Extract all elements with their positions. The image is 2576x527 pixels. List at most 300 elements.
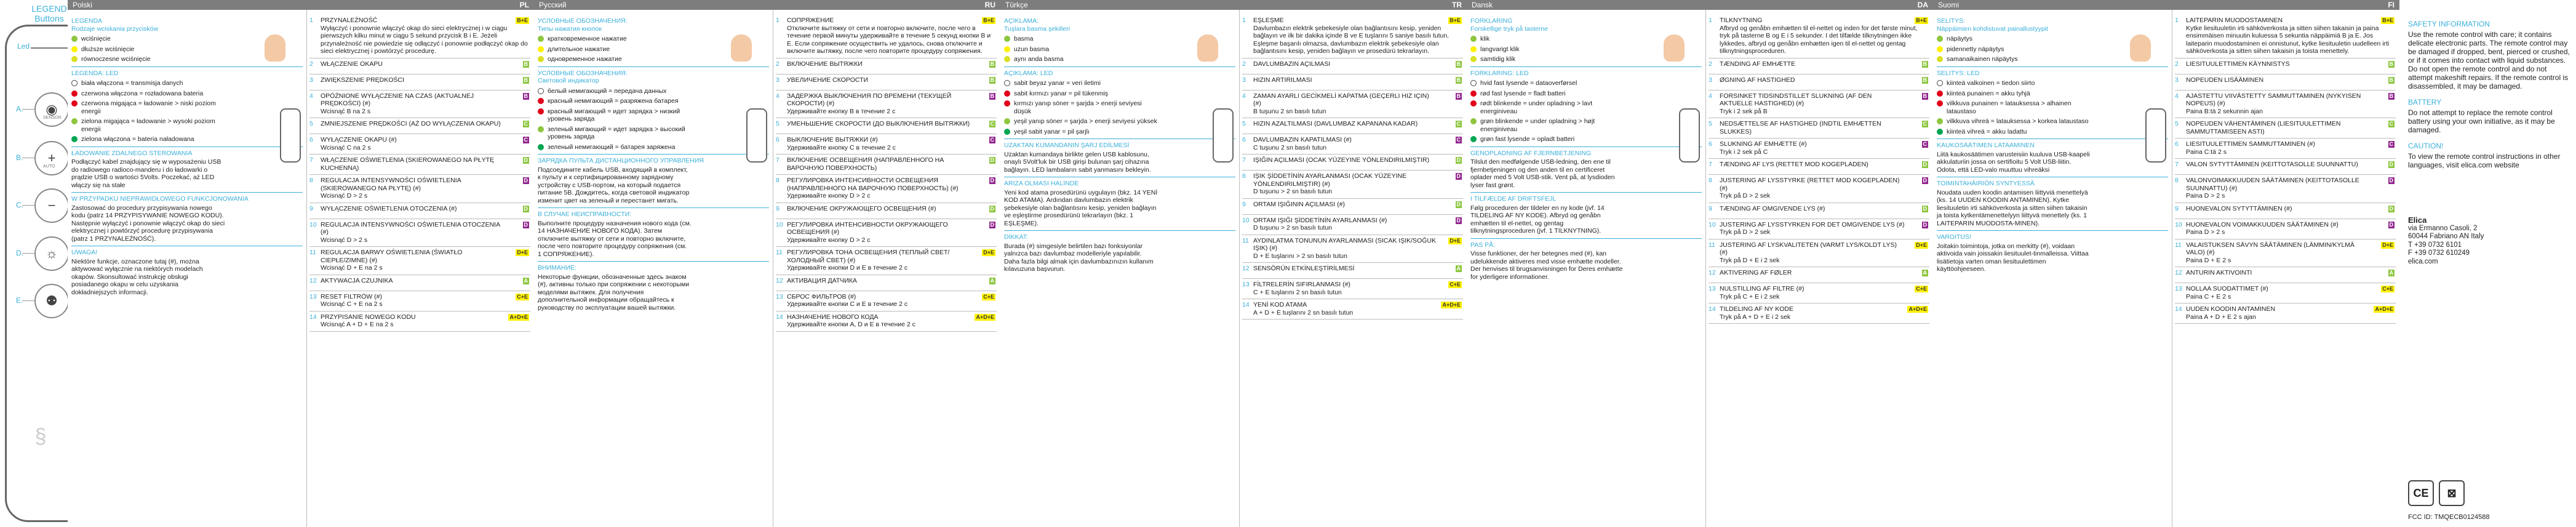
color-dot-icon [1470,56,1477,62]
button-d-icon: ☼ [34,236,69,271]
function-item: 3 ZWIĘKSZENIE PRĘDKOŚCI B [309,74,530,91]
function-item: 8 JUSTERING AF LYSSTYRKE (RETTET MOD KOGEPLADEN) (#) Tryk på D > 2 sek D [1709,175,1929,203]
battery-text: Do not attempt to replace the remote control battery using your own initiative, as it may be damaged. [2408,108,2555,134]
button-combo-badge: A+D+E [1442,302,1461,308]
button-combo-badge: C+E [983,293,994,300]
legend-item: klik [1470,35,1624,43]
section-text: Выполните процедуру назначения нового кода (см. 14 НАЗНАЧЕНИЕ НОВОГО КОДА). Затем отключите вытяжку от сети и повторно включите, после чего повторите процедуру сопряжения (см. 1 СОПРЯЖЕНИЕ). [538,219,692,258]
ce-mark-icon: CE [2408,480,2434,506]
legend-list [1470,35,1624,63]
function-item: 11 РЕГУЛИРОВКА ТОНА ОСВЕЩЕНИЯ (ТЕПЛЫЙ СВЕТ/ХОЛОДНЫЙ СВЕТ) (#) Удерживайте кнопки D и E в течение 2 с D+E [776,247,997,275]
section-heading: В СЛУЧАЕ НЕИСПРАВНОСТИ: [538,211,632,218]
button-combo-badge: B [990,92,994,99]
section-heading: AÇIKLAMA: LED [1004,69,1053,77]
legend-item: kırmızı yanıp söner = şarjda > enerji seviyesi düşük [1004,100,1158,115]
color-dot-icon [71,91,78,97]
button-combo-badge: B [990,60,994,67]
color-dot-icon [1004,118,1010,124]
legend-item: rødt blinkende = under opladning > lavt energiniveau [1470,100,1624,115]
legend-item: yeşil sabit yanar = pil şarjlı [1004,128,1158,136]
legend-item: белый немигающий = передача данных [538,87,692,95]
legend-item: zielona włączona = bateria naładowana [71,135,225,143]
button-combo-badge: B [524,92,528,99]
finger-press-icon [731,34,752,62]
legend-item: vilkkuva vihreä = latauksessa > korkea lataustaso [1937,118,2091,126]
section-heading: ARIZA OLMASI HALİNDE [1004,180,1079,187]
function-item: 12 ANTURIN AKTIVOINTI A [2175,267,2396,283]
section-heading: SELITYS: LED [1937,69,1980,77]
legend-list [71,35,225,63]
button-combo-badge: D [524,221,528,228]
function-item: 9 HUONEVALON SYTYTTÄMINEN (#) D [2175,203,2396,219]
legend-instructions [68,10,306,527]
color-dot-icon [71,56,78,62]
legend-item: grøn fast lysende = opladt batteri [1470,135,1624,143]
button-combo-badge: C [1923,121,1927,127]
function-item: 12 AKTIVERING AF FØLER A [1709,267,1929,283]
led-white-icon [1004,80,1010,86]
caution-heading: CAUTION! [2408,142,2444,150]
function-item: 13 NULSTILLING AF FILTRE (#) Tryk på C + E i 2 sek C+E [1709,283,1929,304]
legend-item: красный немигающий = разряжена батарея [538,97,692,105]
button-combo-badge: D [524,177,528,183]
legend-button-c: C. − [16,188,96,225]
function-item: 9 ORTAM IŞIĞININ AÇILMASI (#) D [1242,199,1463,215]
section-heading: DİKKAT: [1004,233,1028,241]
legend-item: длительное нажатие [538,46,692,54]
section-heading: KAUKOSÄÄTIMEN LATAAMINEN [1937,142,2035,149]
button-combo-badge: C [990,121,994,127]
button-combo-badge: B [2389,60,2393,67]
button-combo-badge: D+E [517,249,528,255]
legend-item: зеленый немигающий = батарея заряжена [538,143,692,151]
function-list [773,10,1000,527]
language-section-fi [1933,0,2399,527]
legend-item: kiinteä vihreä = akku ladattu [1937,128,2091,136]
button-combo-badge: C+E [1449,281,1461,288]
function-item: 13 СБРОС ФИЛЬТРОВ (#) Удерживайте кнопки C и E в течение 2 с C+E [776,291,997,312]
section-text: Visse funktioner, der her betegnes med (#), kan udelukkende aktiveres med visse emhætte modeller. Der henvises til brugsanvisningen for Deres emhætte for yderligere informationer. [1470,250,1623,281]
function-item: 3 HIZIN ARTIRILMASI B [1242,74,1463,91]
color-dot-icon [1004,36,1010,42]
button-combo-badge: D [990,157,994,163]
section-text: Tilslut den medfølgende USB-ledning, den ene til fjernbetjeningen og den anden til en certificeret oplader med 5 Volt USB-stik. Vent på, at lysdioden lyser fast grønt. [1470,158,1615,189]
section-heading: FORKLARING [1470,17,1513,25]
legend-item: kiinteä valkoinen = tiedon siirto [1937,79,2091,87]
color-dot-icon [1004,56,1010,62]
button-combo-badge: D [2389,161,2393,167]
section-heading: VAROITUS! [1937,233,1971,241]
button-combo-badge: B [1923,76,1927,83]
function-item: 5 HIZIN AZALTILMASI (DAVLUMBAZ KAPANANA KADAR) C [1242,118,1463,134]
function-item: 7 ВКЛЮЧЕНИЕ ОСВЕЩЕНИЯ (НАПРАВЛЕННОГО НА ВАРОЧНУЮ ПОВЕРХНОСТЬ) D [776,155,997,175]
remote-mini-icon [2145,108,2166,163]
legend-button-d: D. ☼ [16,236,96,273]
section-heading: ЗАРЯДКА ПУЛЬТА ДИСТАНЦИОННОГО УПРАВЛЕНИЯ [538,157,704,164]
section-heading: FORKLARING: LED [1470,69,1529,77]
button-combo-badge: D [524,205,528,212]
section-heading: AÇIKLAMA: [1004,17,1039,25]
function-item: 14 PRZYPISANIE NOWEGO KODU Wcisnąć A + D + E na 2 s A+D+E [309,312,530,332]
section-text: Noudata uuden koodin antamisen liittyviä menettelyä (ks. 14 UUDEN KOODIN ANTAMINEN). Kytke liesituuletin irti sähköverkosta ja sitten siihen takaisin ja toista kytkentämenettelyyn liittyvä menettely (ks. 1 LAITEPARIN MUODOSTA-MINEN). [1937,188,2088,227]
button-combo-badge: D+E [2382,241,2393,248]
button-combo-badge: A+D+E [509,313,528,320]
legend-instructions [1933,10,2172,527]
button-e-icon: ⚉ [34,284,69,318]
section-heading: LEGENDA [71,17,103,25]
led-white-icon [1937,80,1943,86]
section-text: Liitä kaukosäätimen varusteisiin kuuluva USB-kaapeli akkulaturiin jossa on sertifioitu 5 Volt USB-liitin. Odota, että LED-valo muuttuu vihreäksi [1937,150,2090,174]
button-combo-badge: D [1923,205,1927,212]
section-heading: W PRZYPADKU NIEPRAWIDŁOWEGO FUNKCJONOWANIA [71,195,249,203]
function-item: 14 НАЗНАЧЕНИЕ НОВОГО КОДА Удерживайте кнопки A, D и E в течение 2 с A+D+E [776,312,997,332]
legend-item: yeşil yanıp söner = şarjda > enerji seviyesi yüksek [1004,118,1158,126]
function-item: 1 TILKNYTNING Afbryd og genåbn emhætten til el-nettet og inden for det første minut, tryk på tasterne B og E i 5 sekunder. I det tilfælde tilknytningen ikke lykkedes, afbryd og genåbn emhætten igen til el-nettet og gentag tilknytningsproceduren. B+E [1709,15,1929,58]
caution-text: To view the remote control instructions in other languages, visit elica.com website [2408,152,2561,169]
legend-list [1004,35,1158,63]
color-dot-icon [1004,129,1010,135]
color-dot-icon [1937,56,1943,62]
finger-press-icon [1197,34,1218,62]
function-item: 8 IŞIK ŞİDDETİNİN AYARLANMASI (OCAK YÜZEYINE YÖNLENDIRILMIŞTIR) (#) D tuşunu > 2 sn basılı tutun D [1242,171,1463,199]
color-dot-icon [1937,91,1943,97]
color-dot-icon [1004,91,1010,97]
function-item: 9 WYŁĄCZENIE OŚWIETLENIA OTOCZENIA (#) D [309,203,530,219]
section-heading: SELITYS: [1937,17,1966,25]
button-a-icon: ◉ [34,92,69,127]
legend-item: dłuższe wciśnięcie [71,46,225,54]
function-item: 1 СОПРЯЖЕНИЕ Отключите вытяжку от сети и повторно включите, после чего в течение первой минуты удерживайте в течение 5 секунд кнопки B и E. Если сопряжение осуществить не удалось, снова отключите и включите вытяжку, после чего повторите процедуру сопряжения. B+E [776,15,997,58]
function-item: 4 FORSINKET TIDSINDSTILLET SLUKNING (AF DEN AKTUELLE HASTIGHED) (#) Tryk i 2 sek på B B [1709,91,1929,119]
color-dot-icon [71,136,78,142]
button-combo-badge: B [1456,60,1461,67]
legend-item: rød fast lysende = fladt batteri [1470,90,1624,98]
button-combo-badge: C [2389,141,2393,147]
button-combo-badge: A+D+E [1908,306,1927,312]
function-item: 6 ВЫКЛЮЧЕНИЕ ВЫТЯЖКИ (#) Удерживайте кнопку C в течение 2 с C [776,134,997,155]
legend-title: LEGEND Buttons [31,4,67,23]
color-dot-icon [538,46,544,52]
button-combo-badge: D [990,221,994,228]
section-subheading: Tuşlara basma şekilleri [1004,25,1070,33]
button-combo-badge: B [990,76,994,83]
legend-item: równoczesne wciśnięcie [71,55,225,63]
section-text: Niektóre funkcje, oznaczone tutaj (#), można aktywować wyłącznie na niektórych modelach okapów. Skonsultować instrukcję obsługi posiadanego okapu w celu uzyskania dokładniejszych informacji. [71,257,203,296]
section-heading: PAS PÅ: [1470,241,1496,249]
section-heading: ŁADOWANIE ZDALNEGO STEROWANIA [71,149,193,157]
button-combo-badge: A [1923,270,1927,276]
legend-item: зеленый мигающий = идет зарядка > высокий уровень заряда [538,126,692,141]
button-combo-badge: B [524,60,528,67]
legend-item: czerwona włączona = rozładowana bateria [71,90,225,98]
function-item: 6 WYŁĄCZENIE OKAPU (#) Wcisnąć C na 2 s C [309,134,530,155]
button-combo-badge: B+E [1916,17,1927,23]
button-combo-badge: D [1923,221,1927,228]
color-dot-icon [1004,100,1010,107]
section-text: Podłączyć kabel znajdujący się w wyposażeniu USB do radiowego radioco-manderu i do ładowarki o prądzie USB o wartości 5Volts. Poczekać, aż LED włączy się na stałe [71,158,221,189]
function-item: 14 YENİ KOD ATAMA A + D + E tuşlarını 2 sn basılı tutun A+D+E [1242,299,1463,320]
elica-logo-icon: § [34,425,47,448]
section-heading: УСЛОВНЫЕ ОБОЗНАЧЕНИЯ: [538,17,628,25]
function-item: 12 АКТИВАЦИЯ ДАТЧИКА A [776,275,997,291]
function-item: 9 TÆNDING AF OMGIVENDE LYS (#) D [1709,203,1929,219]
legend-button-a: A. ◉ SENSOR [16,92,96,129]
section-text: Zastosować do procedury przypisywania nowego kodu (patrz 14 PRZYPISYWANIE NOWEGO KODU). Następnie wyłączyć i ponownie włączyć okap do sieci elektrycznej i powtórzyć procedurę przypisywania (patrz 1 PRZYNALEŻNOŚĆ). [71,204,225,243]
function-item: 4 AJASTETTU VIIVÄSTETTY SAMMUTTAMINEN (NYKYISEN NOPEUS) (#) Paina B:tä 2 sekunnin ajan B [2175,91,2396,119]
button-combo-badge: D [1923,161,1927,167]
language-section-ru [534,0,1000,527]
function-item: 7 TÆNDING AF LYS (RETTET MOD KOGEPLADEN) D [1709,159,1929,175]
section-text: Yeni kod atama prosedürünü uygulayın (bkz. 14 YENİ KOD ATAMA). Ardından davlumbazın elektrik şebekesiyle olan bağlantısını kesip, yeniden bağlayın ve eşleştirme prosedürünü tekrarlayın (bkz. 1 EŞLEŞME). [1004,188,1158,227]
button-combo-badge: D [1456,157,1461,163]
color-dot-icon [1470,36,1477,42]
button-combo-badge: C+E [517,293,528,300]
safety-text: Use the remote control with care; it contains delicate electronic parts. The remote control may be damaged if dropped, bent, pierced or crushed, or if it comes into contact with liquid substances. Do not open the remote control and do not attempt makeshift repairs. If the remote control is disassembled, it may be damaged. [2408,30,2570,91]
button-combo-badge: C [1923,141,1927,147]
function-item: 2 LIESITUULETTIMEN KÄYNNISTYS B [2175,58,2396,74]
led-indicator: Led [17,42,94,54]
section-subheading: Forskellige tryk på tasterne [1470,25,1549,33]
language-header: Dansk DA [1467,0,1933,10]
function-item: 3 NOPEUDEN LISÄÄMINEN B [2175,74,2396,91]
color-dot-icon [538,36,544,42]
function-item: 5 NOPEUDEN VÄHENTÄMINEN (LIESITUULETTIMEN SAMMUTTAMISEEN ASTI) C [2175,118,2396,139]
legend-item: czerwona migająca = ładowanie > niski poziom energii [71,100,225,115]
function-item: 9 ВКЛЮЧЕНИЕ ОКРУЖАЮЩЕГО ОСВЕЩЕНИЯ (#) D [776,203,997,219]
button-combo-badge: D [524,157,528,163]
function-list [1705,10,1933,527]
legend-item: одновременное нажатие [538,55,692,63]
section-text: Некоторые функции, обозначенные здесь знаком (#), активны только при сопряжении с некоторыми моделями вытяжек. Для получения дополнительной информации обращайтесь к руководству по эксплуатации вашей вытяжки. [538,273,690,312]
finger-press-icon [265,34,285,62]
legend-button-b: B. + AUTO [16,141,96,178]
button-combo-badge: D [1456,173,1461,179]
function-item: 4 ЗАДЕРЖКА ВЫКЛЮЧЕНИЯ ПО ВРЕМЕНИ (ТЕКУЩЕЙ СКОРОСТИ) (#) Удерживайте кнопку B в течение 2 с B [776,91,997,119]
function-item: 8 РЕГУЛИРОВКА ИНТЕНСИВНОСТИ ОСВЕЩЕНИЯ (НАПРАВЛЕННОГО НА ВАРОЧНУЮ ПОВЕРХНОСТЬ) (#) Удерживайте кнопку D > 2 с D [776,175,997,203]
color-dot-icon [538,56,544,62]
legend-instructions [534,10,773,527]
color-dot-icon [1937,36,1943,42]
color-dot-icon [1470,100,1477,107]
legend-item: zielona migająca = ładowanie > wysoki poziom energii [71,118,225,133]
section-subheading: Näppäimien kohdistuvat painallustyypit [1937,25,2048,33]
button-combo-badge: B+E [2382,17,2393,23]
function-item: 13 RESET FILTRÓW (#) Wcisnąć C + E na 2 s C+E [309,291,530,312]
legend-list [538,35,692,63]
color-dot-icon [71,36,78,42]
language-header: Русский RU [534,0,1000,10]
function-item: 1 PRZYNALEŻNOŚĆ Wyłączyć i ponownie włączyć okap do sieci elektrycznej i w ciągu pierwszych kilku minut w ciągu 5 sekund przycisk B i E. Jeżeli przynależność nie powiedzie się odłączyć i ponownie podłączyć okap do sieci elektrycznej i powtórzyć procedurę. B+E [309,15,530,58]
led-white-icon [538,88,544,94]
remote-mini-icon [1213,108,1234,163]
function-item: 8 REGULACJA INTENSYWNOŚCI OŚWIETLENIA (SKIEROWANEGO NA PŁYTĘ) (#) Wcisnąć D > 2 s D [309,175,530,203]
legend-item: näpäytys [1937,35,2091,43]
language-section-tr [1000,0,1467,527]
button-combo-badge: D [2389,177,2393,183]
section-subheading: Rodzaje wciskania przycisków [71,25,159,33]
color-dot-icon [1470,118,1477,124]
color-dot-icon [538,98,544,104]
language-section-pl [68,0,534,527]
function-item: 12 SENSÖRÜN ETKİNLEŞTİRİLMESİ A [1242,263,1463,279]
button-combo-badge: B+E [517,17,528,23]
safety-panel [2399,0,2576,527]
legend-item: uzun basma [1004,46,1158,54]
remote-mini-icon [1679,108,1700,163]
function-item: 14 UUDEN KOODIN ANTAMINEN Paina A + D + E 2 s ajan A+D+E [2175,304,2396,324]
function-item: 12 AKTYWACJA CZUJNIKA A [309,275,530,291]
legend-item: kiinteä punainen = akku tyhjä [1937,90,2091,98]
function-item: 6 SLUKNING AF EMHÆTTE (#) Tryk i 2 sek på C C [1709,139,1929,159]
button-combo-badge: C [524,137,528,143]
legend-item: кратковременное нажатие [538,35,692,43]
function-list [1239,10,1467,527]
function-item: 2 WŁĄCZENIE OKAPU B [309,58,530,74]
function-item: 11 JUSTERING AF LYSKVALITETEN (VARMT LYS/KOLDT LYS) (#) Tryk på D + E i 2 sek D+E [1709,239,1929,268]
function-item: 14 TILDELING AF NY KODE Tryk på A + D + E i 2 sek A+D+E [1709,304,1929,324]
function-item: 1 LAITEPARIN MUODOSTAMINEN Kytke liesituuletin irti sähköverkosta ja sitten siihen takaisin ja paina ensimmäisen minuutin kuluessa 5 sekuntia näppäimiä B ja E. Jos laiteparin muodostaminen ei onnistunut, kytke liesituuletin uudelleen irti sähköverkosta ja sitten siihen takaisin ja toista menettely. B+E [2175,15,2396,58]
led-white-icon [1470,80,1477,86]
function-item: 3 УВЕЛИЧЕНИЕ СКОРОСТИ B [776,74,997,91]
legend-item: sabit beyaz yanar = veri iletimi [1004,79,1158,87]
section-heading: GENOPLADNING AF FJERNBETJENING [1470,149,1592,157]
function-item: 5 УМЕНЬШЕНИЕ СКОРОСТИ (ДО ВЫКЛЮЧЕНИЯ ВЫТЯЖКИ) C [776,118,997,134]
section-text: Joitakin toimintoja, jotka on merkitty (#), voidaan aktivoida vain joissakin liesituulet-tinmalleissa. Viittaa lisätietoja varten oman liesituulettimen käyttöohjeeseen. [1937,242,2089,273]
finger-press-icon [2130,34,2151,62]
function-item: 11 REGULACJA BARWY OŚWIETLENIA (ŚWIATŁO CIEPŁE/ZIMNE) (#) Wcisnąć D + E na 2 s D+E [309,247,530,275]
legend-list [71,79,225,143]
color-dot-icon [1937,100,1943,107]
legend-list [1004,79,1158,135]
function-item: 6 LIESITUULETTIMEN SAMMUTTAMINEN (#) Paina C:tä 2 s C [2175,139,2396,159]
button-combo-badge: C [2389,121,2393,127]
legend-instructions [1467,10,1705,527]
legend-list [1937,35,2091,63]
button-combo-badge: A+D+E [976,313,994,320]
legend-item: basma [1004,35,1158,43]
section-heading: TOIMINTAHÄIRIÖN SYNTYESSÄ [1937,180,2035,187]
function-item: 1 EŞLEŞME Davlumbazın elektrik şebekesiyle olan bağlantısını kesip, yeniden bağlayın ve ilk bir dakika içinde B ve E tuşlarını 5 saniye basılı tutun. Eşleşme başarılı olmazsa, davlumbazın elektrik şebekesiyle olan bağlantısını kesip, yeniden bağlayın ve prosedürü tekrarlayın. B+E [1242,15,1463,58]
button-combo-badge: D+E [1449,237,1461,244]
battery-heading: BATTERY [2408,98,2442,107]
legend-list [1937,79,2091,135]
function-item: 2 DAVLUMBAZIN AÇILMASI B [1242,58,1463,74]
remote-mini-icon [746,108,767,163]
button-combo-badge: C+E [2382,286,2393,292]
button-combo-badge: B [1923,92,1927,99]
color-dot-icon [1470,91,1477,97]
finger-press-icon [1664,34,1685,62]
safety-heading: SAFETY INFORMATION [2408,20,2490,28]
section-subheading: Типы нажатия кнопок [538,25,602,33]
legend-item: samtidig klik [1470,55,1624,63]
legend-button-e: E. ⚉ [16,284,96,321]
function-item: 7 VALON SYTYTTÄMINEN (KEITTOTASOLLE SUUNNATTU) D [2175,159,2396,175]
function-item: 7 IŞIĞIN AÇILMASI (OCAK YÜZEYINE YÖNLENDIRILMIŞTIR) D [1242,155,1463,171]
color-dot-icon [1004,46,1010,52]
language-header: Suomi FI [1933,0,2399,10]
legend-item: grøn blinkende = under opladning > højt energiniveau [1470,118,1624,133]
section-heading: UWAGA! [71,249,98,256]
legend-item: langvarigt klik [1470,46,1624,54]
section-text: Burada (#) simgesiyle belirtilen bazı fonksiyonlar yalnızca bazı davlumbaz modelleriyle yapılabilir. Daha fazla bilgi almak için davlumbazınızın kullanım kılavuzuna başvurun. [1004,242,1154,273]
button-combo-badge: B [2389,76,2393,83]
color-dot-icon [1470,136,1477,142]
button-combo-badge: C [990,137,994,143]
function-item: 7 WŁĄCZENIE OŚWIETLENIA (SKIEROWANEGO NA PŁYTĘ KUCHENNĄ) D [309,155,530,175]
button-combo-badge: B [1456,92,1461,99]
legend-item: wciśnięcie [71,35,225,43]
function-item: 4 OPÓŹNIONE WYŁĄCZENIE NA CZAS (AKTUALNEJ PRĘDKOŚCI) (#) Wcisnąć B na 2 s B [309,91,530,119]
section-heading: УСЛОВНЫЕ ОБОЗНАЧЕНИЯ: [538,69,628,77]
color-dot-icon [71,46,78,52]
legend-item: samanaikainen näpäytys [1937,55,2091,63]
language-section-da [1467,0,1933,527]
button-combo-badge: A [1456,265,1461,272]
button-combo-badge: C [1456,137,1461,143]
certification-marks [2408,480,2465,506]
button-c-icon: − [34,188,69,223]
button-combo-badge: D [2389,205,2393,212]
section-text: Følg proceduren der tildeler en ny kode (jvf. 14 TILDELING AF NY KODE). Afbryd og genåbn emhætten til el-nettet, og gentag tilknytningsproceduren (jvf. 1 TILKNYTNING). [1470,204,1605,235]
button-combo-badge: D [1923,177,1927,183]
button-combo-badge: C [1456,121,1461,127]
button-combo-badge: B [1923,60,1927,67]
color-dot-icon [1937,46,1943,52]
section-heading: LEGENDA: LED [71,69,119,77]
legend-list [1470,79,1624,143]
legend-list [538,87,692,151]
color-dot-icon [1937,129,1943,135]
remote-mini-icon [280,108,301,163]
function-item: 5 NEDSÆTTELSE AF HASTIGHED (INDTIL EMHÆTTEN SLUKKES) C [1709,118,1929,139]
button-combo-badge: A [990,277,994,284]
legend-instructions [1000,10,1239,527]
function-item: 11 AYDINLATMA TONUNUN AYARLANMASI (SICAK IŞIK/SOĞUK IŞIK) (#) D + E tuşlarını > 2 sn basılı tutun D+E [1242,235,1463,264]
legend-item: sabit kırmızı yanar = pil tükenmiş [1004,90,1158,98]
button-combo-badge: D [990,205,994,212]
color-dot-icon [71,100,78,107]
button-combo-badge: D+E [1916,241,1927,248]
section-subheading: Световой индикатор [538,77,599,84]
legend-item: hvid fast lysende = dataoverførsel [1470,79,1624,87]
legend-item: aynı anda basma [1004,55,1158,63]
color-dot-icon [1470,46,1477,52]
legend-item: красный мигающий = идет зарядка > низкий уровень заряда [538,108,692,123]
button-combo-badge: D [1456,217,1461,223]
button-combo-badge: D [1456,201,1461,207]
button-combo-badge: A [524,277,528,284]
weee-bin-icon: ⊠ [2439,480,2465,506]
function-item: 13 FİLTRELERİN SIFIRLANMASI (#) C + E tuşlarını 2 sn basılı tutun C+E [1242,279,1463,299]
function-item: 8 VALONVOIMAKKUUDEN SÄÄTÄMINEN (KEITTOTASOLLE SUUNNATTU) (#) Paina D > 2 s D [2175,175,2396,203]
function-item: 2 ВКЛЮЧЕНИЕ ВЫТЯЖКИ B [776,58,997,74]
led-white-icon [71,80,78,86]
language-header: Polski PL [68,0,534,10]
color-dot-icon [1937,118,1943,124]
function-item: 4 ZAMAN AYARLI GECİKMELİ KAPATMA (GEÇERLI HIZ IÇIN) (#) B tuşunu 2 sn basılı tutun B [1242,91,1463,119]
function-item: 10 ORTAM IŞIĞI ŞİDDETİNİN AYARLANMASI (#) D tuşunu > 2 sn basılı tutun D [1242,215,1463,235]
button-combo-badge: B [2389,92,2393,99]
function-item: 3 ØGNING AF HASTIGHED B [1709,74,1929,91]
function-item: 10 РЕГУЛИРОВКА ИНТЕНСИВНОСТИ ОКРУЖАЮЩЕГО ОСВЕЩЕНИЯ (#) Удерживайте кнопку D > 2 с D [776,219,997,247]
function-item: 10 HUONEVALON VOIMAKKUUDEN SÄÄTÄMINEN (#) Paina D > 2 s D [2175,219,2396,239]
function-item: 11 VALAISTUKSEN SÄVYN SÄÄTÄMINEN (LÄMMIN/KYLMÄ VALO) (#) Paina D + E 2 s D+E [2175,239,2396,268]
button-combo-badge: A [2389,270,2393,276]
color-dot-icon [538,126,544,132]
section-heading: ВНИМАНИЕ: [538,264,576,272]
function-item: 2 TÆNDING AF EMHÆTTE B [1709,58,1929,74]
